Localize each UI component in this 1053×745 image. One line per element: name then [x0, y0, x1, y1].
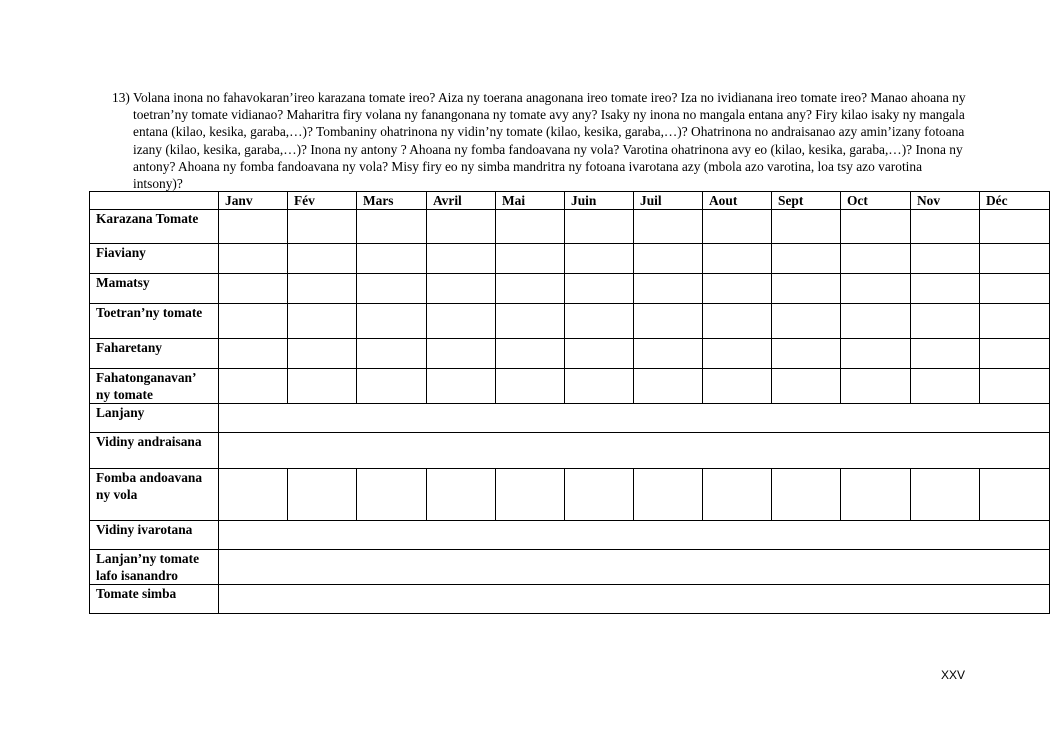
month-answer-cell[interactable]: [427, 244, 496, 274]
month-header: Juin: [565, 192, 634, 210]
merged-answer-cell[interactable]: [219, 404, 1050, 433]
month-header: Mai: [496, 192, 565, 210]
month-answer-cell[interactable]: [427, 274, 496, 304]
month-answer-cell[interactable]: [357, 339, 427, 369]
month-answer-cell[interactable]: [841, 469, 911, 521]
month-answer-cell[interactable]: [772, 210, 841, 244]
month-answer-cell[interactable]: [565, 304, 634, 339]
month-answer-cell[interactable]: [565, 274, 634, 304]
month-answer-cell[interactable]: [634, 369, 703, 404]
table-row: [90, 339, 1050, 369]
month-header: Déc: [980, 192, 1050, 210]
month-answer-cell[interactable]: [219, 369, 288, 404]
month-answer-cell[interactable]: [496, 210, 565, 244]
month-header: Juil: [634, 192, 703, 210]
month-answer-cell[interactable]: [288, 369, 357, 404]
month-answer-cell[interactable]: [357, 304, 427, 339]
row-label: Fahatonganavan’ ny tomate: [90, 369, 219, 404]
month-answer-cell[interactable]: [565, 210, 634, 244]
table-row: [90, 521, 1050, 550]
month-answer-cell[interactable]: [565, 339, 634, 369]
merged-answer-cell[interactable]: [219, 550, 1050, 585]
month-answer-cell[interactable]: [427, 469, 496, 521]
question-number: 13): [112, 90, 130, 105]
month-answer-cell[interactable]: [288, 274, 357, 304]
month-answer-cell[interactable]: [288, 244, 357, 274]
month-answer-cell[interactable]: [911, 244, 980, 274]
month-answer-cell[interactable]: [565, 369, 634, 404]
month-answer-cell[interactable]: [634, 244, 703, 274]
month-answer-cell[interactable]: [288, 304, 357, 339]
merged-answer-cell[interactable]: [219, 433, 1050, 469]
month-answer-cell[interactable]: [496, 369, 565, 404]
month-header: Avril: [427, 192, 496, 210]
table-row: [90, 469, 1050, 521]
month-answer-cell[interactable]: [496, 339, 565, 369]
table-row: [90, 585, 1050, 614]
table-row: [90, 244, 1050, 274]
month-answer-cell[interactable]: [634, 304, 703, 339]
month-answer-cell[interactable]: [841, 369, 911, 404]
header-corner: [90, 192, 219, 210]
month-answer-cell[interactable]: [911, 304, 980, 339]
month-answer-cell[interactable]: [357, 274, 427, 304]
month-answer-cell[interactable]: [357, 369, 427, 404]
table-row: [90, 369, 1050, 404]
row-label: Vidiny ivarotana: [90, 521, 219, 550]
month-answer-cell[interactable]: [634, 274, 703, 304]
month-answer-cell[interactable]: [841, 210, 911, 244]
month-answer-cell[interactable]: [772, 244, 841, 274]
month-answer-cell[interactable]: [772, 274, 841, 304]
month-answer-cell[interactable]: [357, 469, 427, 521]
month-answer-cell[interactable]: [357, 210, 427, 244]
month-answer-cell[interactable]: [980, 244, 1050, 274]
month-answer-cell[interactable]: [634, 210, 703, 244]
merged-answer-cell[interactable]: [219, 585, 1050, 614]
month-header: Sept: [772, 192, 841, 210]
month-answer-cell[interactable]: [772, 339, 841, 369]
month-header: Fév: [288, 192, 357, 210]
month-header: Aout: [703, 192, 772, 210]
row-label: Karazana Tomate: [90, 210, 219, 244]
month-answer-cell[interactable]: [841, 274, 911, 304]
month-answer-cell[interactable]: [219, 339, 288, 369]
question-13: [112, 89, 972, 192]
month-header: Janv: [219, 192, 288, 210]
table-row: [90, 433, 1050, 469]
month-answer-cell[interactable]: [772, 304, 841, 339]
row-label: Vidiny andraisana: [90, 433, 219, 469]
table-row: [90, 550, 1050, 585]
month-answer-cell[interactable]: [565, 469, 634, 521]
month-answer-cell[interactable]: [703, 244, 772, 274]
month-answer-cell[interactable]: [219, 210, 288, 244]
month-answer-cell[interactable]: [634, 469, 703, 521]
month-answer-cell[interactable]: [288, 339, 357, 369]
table-row: [90, 304, 1050, 339]
month-answer-cell[interactable]: [703, 339, 772, 369]
month-header: Mars: [357, 192, 427, 210]
month-answer-cell[interactable]: [357, 244, 427, 274]
month-answer-cell[interactable]: [288, 210, 357, 244]
month-answer-cell[interactable]: [980, 469, 1050, 521]
month-answer-cell[interactable]: [427, 369, 496, 404]
tomato-survey-table: [89, 191, 1050, 614]
row-label: Lanjany: [90, 404, 219, 433]
month-answer-cell[interactable]: [911, 274, 980, 304]
month-answer-cell[interactable]: [980, 274, 1050, 304]
month-answer-cell[interactable]: [980, 369, 1050, 404]
month-header: Nov: [911, 192, 980, 210]
month-answer-cell[interactable]: [772, 369, 841, 404]
page-number: XXV: [941, 668, 966, 682]
month-header-row: [90, 192, 1050, 210]
question-text: Volana inona no fahavokaran’ireo karazana tomate ireo? Aiza ny toerana anagonana ireo tomate ireo? Iza no ividianana ireo tomate ireo? Manao ahoana ny toetran’ny tomate vidianao? Maharitra firy volana ny fanangonana ny tomate avy any? Isaky ny inona no mangala entana any? Firy kilao isaky ny mangala entana (kilao, kesika, garaba,…)? Tombaniny ohatrinona ny vidin’ny tomate (kilao, kesika, garaba,…)? Ohatrinona no andraisanao azy amin’izany fotoana izany (kilao, kesika, garaba,…)? Inona ny antony ? Ahoana ny fomba fandoavana ny vola? Varotina ohatrinona avy eo (kilao, kesika, garaba,…)? Inona ny antony? Ahoana ny fomba fandoavana ny vola? Misy firy eo ny simba mandritra ny fotoana ivarotana azy (mbola azo varotina, loa tsy azo varotina intsony)?: [133, 90, 966, 192]
month-answer-cell[interactable]: [703, 210, 772, 244]
month-answer-cell[interactable]: [219, 469, 288, 521]
row-label: Lanjan’ny tomate lafo isanandro: [90, 550, 219, 585]
month-answer-cell[interactable]: [772, 469, 841, 521]
month-answer-cell[interactable]: [219, 304, 288, 339]
table-row: [90, 210, 1050, 244]
month-answer-cell[interactable]: [980, 339, 1050, 369]
month-answer-cell[interactable]: [703, 369, 772, 404]
month-answer-cell[interactable]: [288, 469, 357, 521]
merged-answer-cell[interactable]: [219, 521, 1050, 550]
month-answer-cell[interactable]: [841, 339, 911, 369]
month-answer-cell[interactable]: [911, 339, 980, 369]
month-answer-cell[interactable]: [634, 339, 703, 369]
month-answer-cell[interactable]: [219, 274, 288, 304]
row-label: Toetran’ny tomate: [90, 304, 219, 339]
month-header: Oct: [841, 192, 911, 210]
month-answer-cell[interactable]: [980, 210, 1050, 244]
row-label: Faharetany: [90, 339, 219, 369]
month-answer-cell[interactable]: [703, 304, 772, 339]
month-answer-cell[interactable]: [565, 244, 634, 274]
month-answer-cell[interactable]: [496, 304, 565, 339]
table-row: [90, 274, 1050, 304]
month-answer-cell[interactable]: [911, 469, 980, 521]
month-answer-cell[interactable]: [911, 210, 980, 244]
month-answer-cell[interactable]: [427, 304, 496, 339]
row-label: Mamatsy: [90, 274, 219, 304]
row-label: Tomate simba: [90, 585, 219, 614]
month-answer-cell[interactable]: [427, 210, 496, 244]
month-answer-cell[interactable]: [703, 274, 772, 304]
month-answer-cell[interactable]: [841, 244, 911, 274]
row-label: Fomba andoavana ny vola: [90, 469, 219, 521]
month-answer-cell[interactable]: [841, 304, 911, 339]
month-answer-cell[interactable]: [427, 339, 496, 369]
table-body: [90, 210, 1050, 614]
month-answer-cell[interactable]: [703, 469, 772, 521]
month-answer-cell[interactable]: [980, 304, 1050, 339]
row-label: Fiaviany: [90, 244, 219, 274]
month-answer-cell[interactable]: [496, 469, 565, 521]
table-row: [90, 404, 1050, 433]
month-answer-cell[interactable]: [219, 244, 288, 274]
month-answer-cell[interactable]: [496, 274, 565, 304]
month-answer-cell[interactable]: [496, 244, 565, 274]
month-answer-cell[interactable]: [911, 369, 980, 404]
